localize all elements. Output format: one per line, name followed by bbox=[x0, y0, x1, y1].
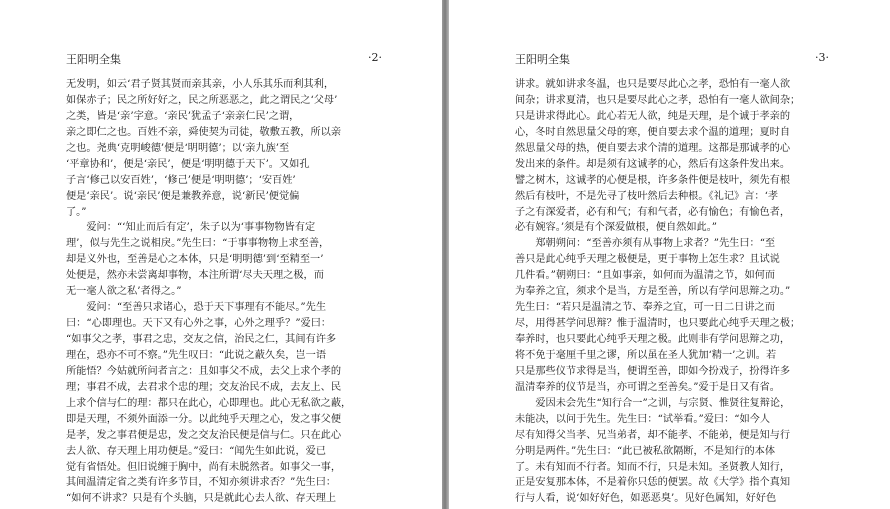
text-line: 善只是此心纯乎天理之极便是，更于事物上怎生求？且试说 bbox=[515, 254, 780, 266]
text-line: “如事父之孝，事君之忠，交友之信，治民之仁，其间有许多 bbox=[66, 334, 337, 345]
text-line: 发出来的条件。却是须有这诚孝的心，然后有这条件发出来。 bbox=[515, 158, 791, 170]
text-line: 了。” bbox=[66, 206, 87, 218]
left-body-text bbox=[66, 77, 382, 507]
text-line: 曰：“心即理也。天下又有心外之事，心外之理乎？”爱曰： bbox=[66, 318, 332, 330]
text-line: “如何不讲求？只是有个头脑，只是就此心去人欲、存天理上 bbox=[66, 493, 337, 505]
text-line: 然思量父母的热，便自要去求个清的道理。这都是那诚孝的心 bbox=[515, 142, 791, 154]
left-running-head-title: 王阳明全集 bbox=[66, 53, 121, 66]
text-line: 将不免于毫厘千里之谬，所以虽在圣人犹加‘精一’之训。若 bbox=[515, 349, 777, 361]
text-line: 无一毫人欲之私’者得之。” bbox=[66, 286, 182, 298]
text-line: 处便是，然亦未尝离却事物，本注所谓‘尽夫天理之极，而 bbox=[66, 270, 324, 282]
text-line: 只是那些仪节求得是当，便谓至善，即如今扮戏子，扮得许多 bbox=[515, 365, 791, 377]
text-line: 为奉养之宜，须求个是当，方是至善，所以有学问思辩之功。” bbox=[515, 286, 791, 298]
text-line: 便是‘亲民’。说‘亲民’便是兼教养意，说‘新民’便觉偏 bbox=[66, 190, 300, 202]
text-line: ‘平章协和’，便是‘亲民’，便是‘明明德于天下’。又如孔 bbox=[66, 158, 310, 170]
text-line: 理在，恐亦不可不察。”先生叹曰：“此说之蔽久矣，岂一语 bbox=[66, 349, 327, 361]
text-line: 几件看。”朝朔曰：“且如事亲，如何而为温清之节，如何而 bbox=[515, 270, 776, 282]
right-body-text bbox=[515, 77, 831, 507]
text-line: 间杂；讲求夏清，也只是要尽此心之孝，恐怕有一毫人欲间杂； bbox=[515, 94, 801, 106]
text-line: 去人欲、存天理上用功便是。”爱曰：“闻先生如此说，爱已 bbox=[66, 445, 327, 457]
text-line: 了。未有知而不行者。知而不行，只是未知。圣贤教人知行， bbox=[515, 461, 791, 473]
text-line: 子之有深爱者，必有和气；有和气者，必有愉色；有愉色者， bbox=[515, 206, 791, 218]
text-line: 如保赤子；民之所好好之，民之所恶恶之，此之谓民之‘父母’ bbox=[66, 94, 338, 106]
left-page bbox=[0, 0, 442, 509]
text-line: 无发明，如云‘君子贤其贤而亲其亲，小人乐其乐而利其利， bbox=[66, 79, 335, 90]
text-line: 亲之即仁之也。百姓不亲，舜使契为司徒，敬敷五教，所以亲 bbox=[66, 126, 342, 138]
text-line: 行与人看，说‘如好好色，如恶恶臭’。见好色属知，好好色 bbox=[515, 493, 777, 505]
text-line: 所能悟？今姑就所问者言之：且如事父不成，去父上求个孝的 bbox=[66, 365, 342, 377]
text-line: 即是天理，不须外面添一分。以此纯乎天理之心，发之事父便 bbox=[66, 413, 342, 425]
text-line: 上求个信与仁的理：都只在此心，心即理也。此心无私欲之蔽， bbox=[66, 397, 352, 409]
book-spine-divider bbox=[442, 0, 449, 509]
text-line: 未能决，以问于先生。先生曰：“试举看。”爱曰：“如今人 bbox=[515, 413, 771, 425]
text-line: 奉养时，也只要此心纯乎天理之极。此则非有学问思辩之功， bbox=[515, 334, 791, 345]
right-page bbox=[449, 0, 890, 509]
text-line: 是孝，发之事君便是忠，发之交友治民便是信与仁。只在此心 bbox=[66, 429, 342, 441]
text-line: 譬之树木，这诚孝的心便是根，许多条件便是枝叶，须先有根 bbox=[515, 174, 791, 186]
text-line: 尽有知得父当孝、兄当弟者，却不能孝、不能弟，便是知与行 bbox=[515, 429, 791, 441]
text-line: 只是讲求得此心。此心若无人欲，纯是天理，是个诚于孝亲的 bbox=[515, 110, 791, 122]
text-line: 爱问：“‘知止而后有定’，朱子以为‘事事物物皆有定 bbox=[66, 222, 316, 234]
text-line: 郑朝朔问：“至善亦须有从事物上求者？”先生曰：“至 bbox=[515, 238, 776, 250]
left-page-number: ·2· bbox=[368, 51, 382, 64]
text-line: 其间温清定省之类有许多节目，不知亦须讲求否？”先生曰： bbox=[66, 477, 337, 489]
text-line: 先生曰：“若只是温清之节、奉养之宜，可一日二日讲之而 bbox=[515, 302, 775, 314]
text-line: 之也。尧典‘克明峻德’便是‘明明德’；以‘亲九族’至 bbox=[66, 142, 290, 154]
text-line: 之类，皆是‘亲’字意。‘亲民’犹孟子‘亲亲仁民’之谓， bbox=[66, 110, 300, 122]
text-line: 温清奉养的仪节是当，亦可谓之至善矣。”爱于是日又有省。 bbox=[515, 381, 780, 393]
text-line: 理；事君不成，去君求个忠的理；交友治民不成，去友上、民 bbox=[66, 381, 342, 393]
text-line: 爱问：“至善只求诸心，恐于天下事理有不能尽。”先生 bbox=[66, 302, 327, 314]
text-line: 心，冬时自然思量父母的寒，便自要去求个温的道理；夏时自 bbox=[515, 126, 791, 138]
text-line: 讲求。就如讲求冬温，也只是要尽此心之孝，恐怕有一毫人欲 bbox=[515, 79, 791, 90]
text-line: 尽，用得甚学问思辩？惟于温清时，也只要此心纯乎天理之极； bbox=[515, 318, 801, 330]
text-line: 必有婉容。’须是有个深爱做根，便自然如此。” bbox=[515, 222, 717, 234]
text-line: 爱因未会先生“知行合一”之训，与宗贤、惟贤往复辩论， bbox=[515, 397, 791, 409]
right-page-number: ·3· bbox=[815, 51, 829, 64]
text-line: 分明是两件。”先生曰：“此已被私欲隔断，不是知行的本体 bbox=[515, 445, 776, 457]
text-line: 然后有枝叶，不是先寻了枝叶然后去种根。《礼记》言：‘孝 bbox=[515, 190, 779, 202]
text-line: 却是义外也，至善是心之本体，只是‘明明德’到‘至精至一’ bbox=[66, 254, 324, 266]
text-line: 子言‘修己以安百姓’，‘修己’便是‘明明德’；‘安百姓’ bbox=[66, 174, 296, 186]
text-line: 觉有省悟处。但旧说缠于胸中，尚有未脱然者。如事父一事， bbox=[66, 461, 342, 473]
text-line: 理’，似与先生之说相戾。”先生曰：“于事事物物上求至善， bbox=[66, 238, 330, 250]
text-line: 正是安复那本体，不是着你只恁的便罢。故《大学》指个真知 bbox=[515, 477, 791, 489]
right-running-head-title: 王阳明全集 bbox=[515, 53, 570, 66]
